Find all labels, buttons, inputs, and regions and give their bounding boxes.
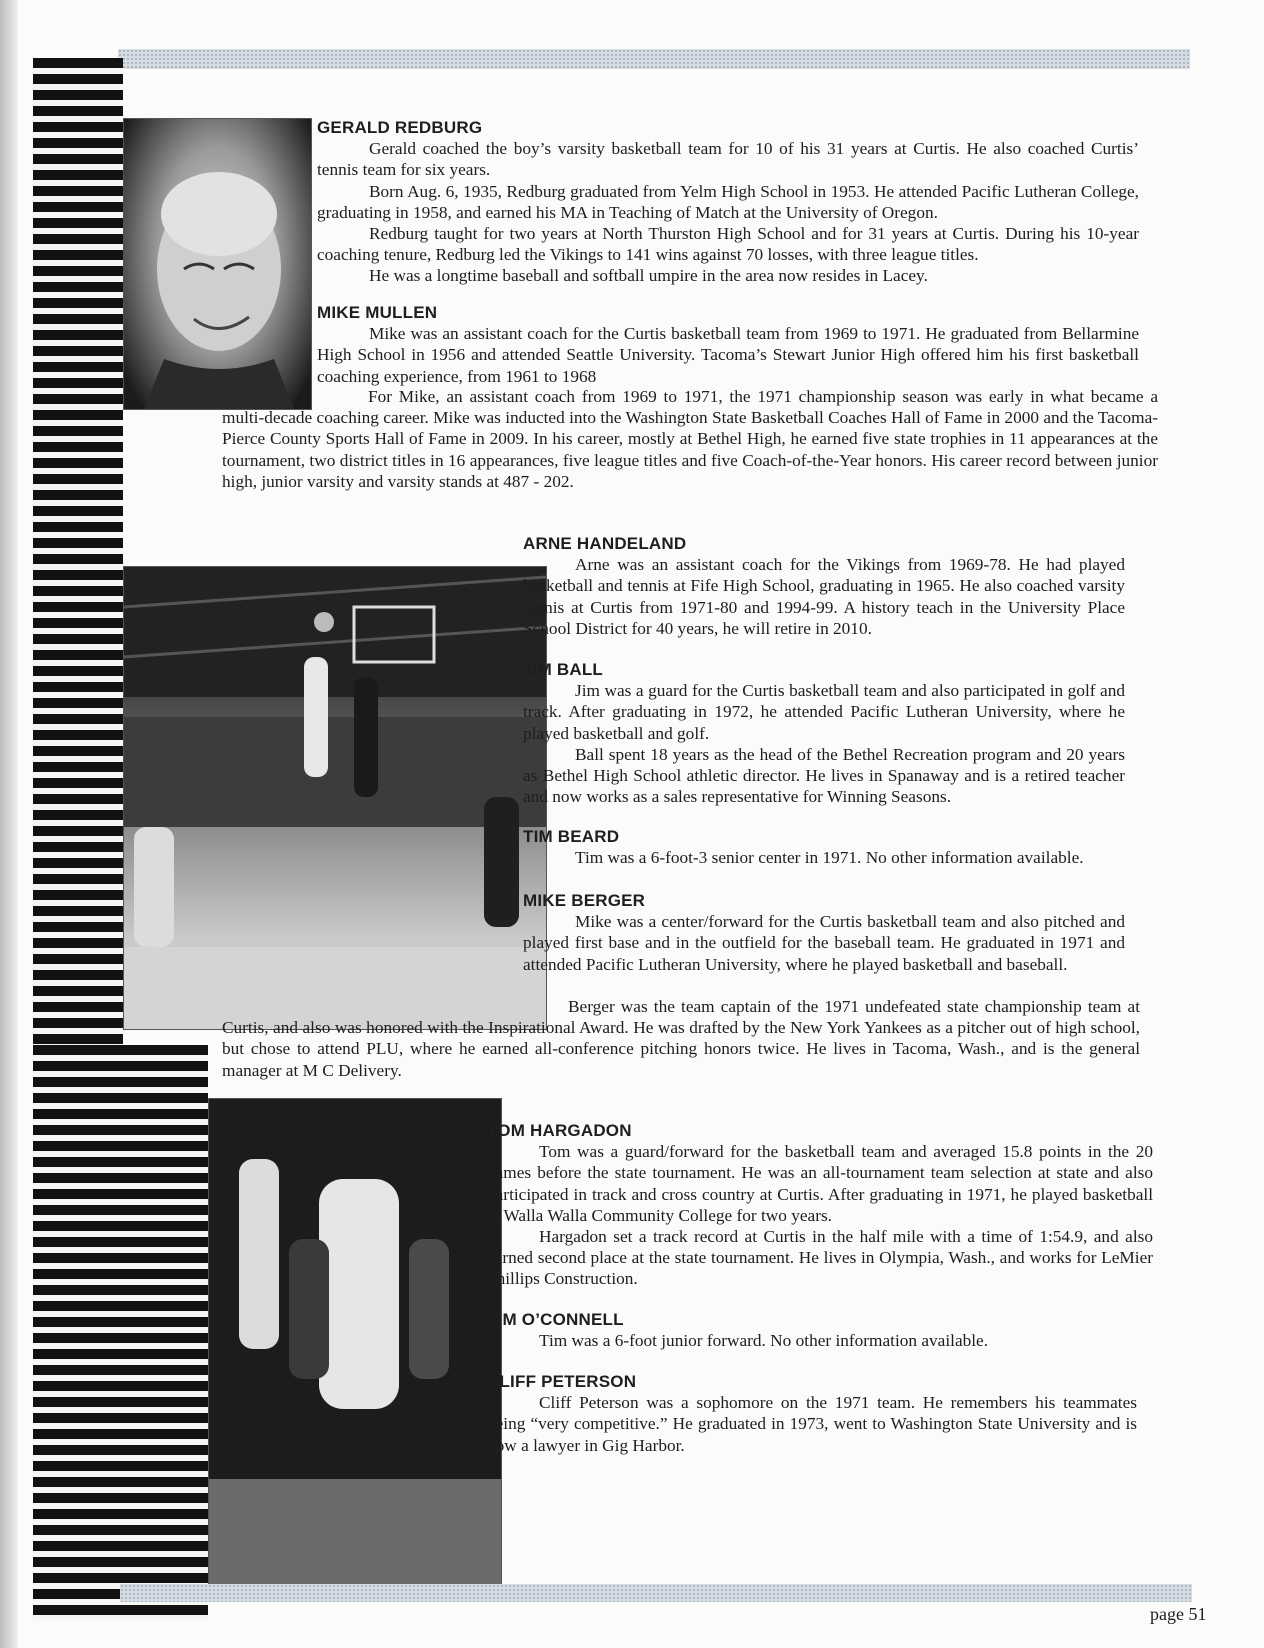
bio-paragraph: Mike was a center/forward for the Curtis basketball team and also pitched and played first base and in the outfield for the baseball team. He graduated in 1971 and attended Pacific Lutheran University, where he played basketball and baseball. [523, 912, 1125, 974]
bio-paragraph: Redburg taught for two years at North Thurston High School and for 31 years at Curtis. During his 10-year coaching tenure, Redburg led the Vikings to 141 wins against 70 losses, with three league titles. [317, 224, 1139, 265]
top-decorative-bar [118, 49, 1190, 69]
bio-paragraph: Hargadon set a track record at Curtis in the half mile with a time of 1:54.9, and also earned second place at the state tournament. He lives in Olympia, Wash., and works for LeMier Phillips Construction. [487, 1227, 1153, 1289]
bio-paragraph: Mike was an assistant coach for the Curtis basketball team from 1969 to 1971. He graduated from Bellarmine High School in 1956 and attended Seattle University. Tacoma’s Stewart Junior High offered him his first basketball coaching experience, from 1961 to 1968 [317, 324, 1139, 386]
bio-name: TOM HARGADON [487, 1121, 632, 1140]
basketball-game-photo-1 [123, 566, 547, 1030]
bio-jim-ball [523, 659, 1125, 807]
bio-tim-beard [523, 826, 1153, 868]
bio-name: GERALD REDBURG [317, 118, 483, 137]
bio-arne-handeland [523, 533, 1125, 639]
bottom-decorative-bar [120, 1584, 1192, 1602]
bio-paragraph: Cliff Peterson was a sophomore on the 1971 team. He remembers his teammates being “very competitive.” He graduated in 1973, went to Washington State University and is now a lawyer in Gig Harbor. [487, 1393, 1137, 1455]
bio-paragraph: Ball spent 18 years as the head of the Bethel Recreation program and 20 years as Bethel High School athletic director. He lives in Spanaway and is a retired teacher and now works as a sales representative for Winning Seasons. [523, 744, 1125, 807]
bio-paragraph: He was a longtime baseball and softball umpire in the area now resides in Lacey. [369, 266, 928, 286]
bio-name: MIKE BERGER [523, 891, 646, 910]
bio-mike-mullen [317, 302, 1139, 387]
bio-paragraph: Tim was a 6-foot-3 senior center in 1971. No other information available. [575, 848, 1084, 868]
left-stripe-bar-lower [33, 1045, 208, 1620]
bio-mike-berger [523, 890, 1125, 975]
bio-cliff-peterson [487, 1371, 1137, 1456]
bio-paragraph: Jim was a guard for the Curtis basketball team and also participated in golf and track. After graduating in 1972, he attended Pacific Lutheran University, where he played basketball and golf. [523, 681, 1125, 743]
coach-portrait-photo [123, 118, 312, 410]
bio-name: JIM BALL [523, 660, 603, 679]
bio-paragraph: Born Aug. 6, 1935, Redburg graduated from Yelm High School in 1953. He attended Pacific Lutheran College, graduating in 1958, and earned his MA in Teaching of Match at the University of Oregon. [317, 181, 1139, 222]
bio-name: MIKE MULLEN [317, 303, 438, 322]
bio-name: TIM O’CONNELL [487, 1310, 624, 1329]
basketball-game-photo-2 [208, 1098, 502, 1592]
bio-paragraph: Gerald coached the boy’s varsity basketball team for 10 of his 31 years at Curtis. He also coached Curtis’ tennis team for six years. [317, 139, 1139, 180]
bio-tom-hargadon [487, 1120, 1153, 1290]
bio-paragraph: Berger was the team captain of the 1971 undefeated state championship team at Curtis, and also was honored with the Inspirational Award. He was drafted by the New York Yankees as a pitcher out of high school, but chose to attend PLU, where he earned all-conference pitching honors twice. He lives in Tacoma, Wash., and is the general manager at M C Delivery. [222, 997, 1140, 1080]
bio-name: CLIFF PETERSON [487, 1372, 637, 1391]
bio-paragraph: Tim was a 6-foot junior forward. No other information available. [539, 1331, 989, 1351]
bio-mike-berger-continued [222, 996, 1140, 1081]
bio-paragraph: Tom was a guard/forward for the basketball team and averaged 15.8 points in the 20 games before the state tournament. He was an all-tournament team selection at state and also participated in track and cross country at Curtis. After graduating in 1971, he played basketball at Walla Walla Community College for two years. [487, 1142, 1153, 1225]
page-number: page 51 [1150, 1604, 1207, 1624]
bio-name: ARNE HANDELAND [523, 534, 687, 553]
bio-paragraph: For Mike, an assistant coach from 1969 to 1971, the 1971 championship season was early in what became a multi-decade coaching career. Mike was inducted into the Washington State Basketball Coaches Hall of Fame in 2000 and the Tacoma-Pierce County Sports Hall of Fame in 2009. In his career, mostly at Bethel High, he earned five state trophies in 11 appearances at the tournament, two district titles in 16 appearances, five league titles and five Coach-of-the-Year honors. His career record between junior high, junior varsity and varsity stands at 487 - 202. [222, 387, 1158, 491]
binding-shadow [0, 0, 18, 1648]
bio-name: TIM BEARD [523, 827, 620, 846]
bio-mike-mullen-continued [222, 386, 1158, 492]
bio-tim-oconnell [487, 1309, 1153, 1351]
bio-paragraph: Arne was an assistant coach for the Vikings from 1969-78. He had played basketball and tennis at Fife High School, graduating in 1965. He also coached varsity tennis at Curtis from 1971-80 and 1994-99. A history teach in the University Place School District for 40 years, he will retire in 2010. [523, 555, 1125, 638]
bio-gerald-redburg [317, 117, 1139, 287]
